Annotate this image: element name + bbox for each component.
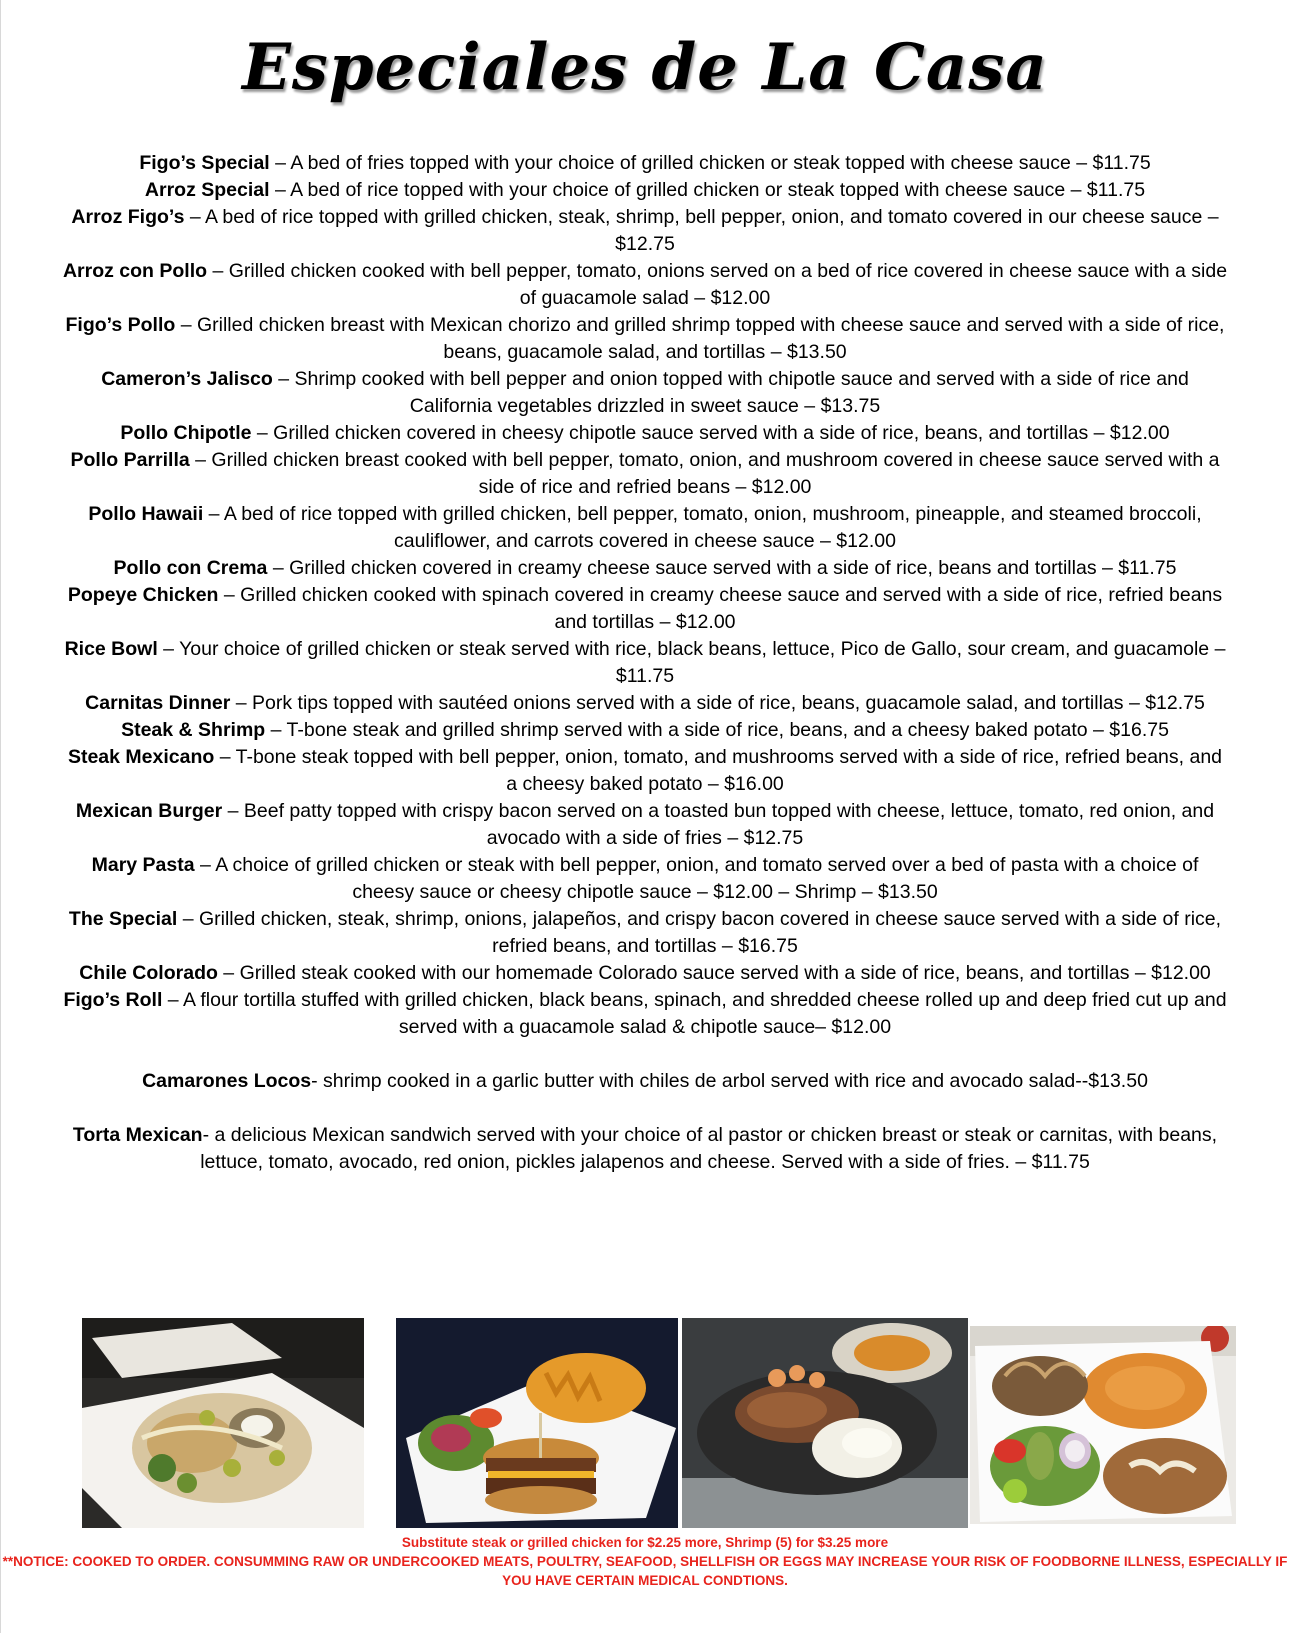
item-name: Pollo Chipotle — [120, 422, 252, 444]
item-desc: – Grilled chicken breast cooked with bell pepper, tomato, onion, and mushroom covered in cheese sauce served with a side of rice and refried beans – $12.00 — [189, 449, 1220, 498]
item-name: Cameron’s Jalisco — [101, 368, 273, 390]
item-desc: – T-bone steak and grilled shrimp served with a side of rice, beans, and a cheesy baked potato – $16.75 — [265, 719, 1169, 741]
item-desc: – Grilled chicken covered in creamy cheese sauce served with a side of rice, beans and tortillas – $11.75 — [267, 557, 1177, 579]
item-name: Figo’s Special — [139, 152, 270, 174]
item-desc: – Grilled chicken covered in cheesy chipotle sauce served with a side of rice, beans, and tortillas – $12.00 — [251, 422, 1170, 444]
menu-list — [60, 150, 1230, 1176]
food-photos — [0, 1318, 1290, 1528]
item-desc: – Pork tips topped with sautéed onions served with a side of rice, beans, guacamole salad, and tortillas – $12.75 — [230, 692, 1205, 714]
item-name: Steak Mexicano — [67, 746, 215, 768]
menu-item — [60, 582, 1230, 636]
item-name: Rice Bowl — [64, 638, 158, 660]
item-name: Chile Colorado — [79, 962, 218, 984]
item-desc: – Beef patty topped with crispy bacon served on a toasted bun topped with cheese, lettuce, tomato, red onion, and avocado with a side of fries – $12.75 — [222, 800, 1215, 849]
item-name: Figo’s Pollo — [65, 314, 176, 336]
item-name: Mary Pasta — [91, 854, 195, 876]
item-name: Arroz Figo’s — [71, 206, 185, 228]
menu-item — [60, 366, 1230, 420]
food-photo-burger — [396, 1318, 678, 1528]
menu-item — [60, 987, 1230, 1041]
menu-item — [60, 501, 1230, 555]
item-desc: – T-bone steak topped with bell pepper, onion, tomato, and mushrooms served with a side of rice, refried beans, and a cheesy baked potato – $16.00 — [214, 746, 1223, 795]
item-desc: – A bed of rice topped with your choice of grilled chicken or steak topped with cheese sauce – $11.75 — [269, 179, 1146, 201]
item-desc: – Grilled chicken cooked with spinach covered in creamy cheese sauce and served with a side of rice, refried beans and tortillas – $12.00 — [218, 584, 1223, 633]
menu-item — [60, 258, 1230, 312]
menu-item — [60, 555, 1230, 582]
food-safety-notice: **NOTICE: COOKED TO ORDER. CONSUMMING RAW OR UNDERCOOKED MEATS, POULTRY, SEAFOOD, SHELLFISH OR EGGS MAY INCREASE YOUR RISK OF FOODBORNE ILLNESS, ESPECIALLY IF YOU HAVE CERTAIN MEDICAL CONDTIONS. — [2, 1554, 1288, 1588]
notice — [0, 1533, 1290, 1590]
item-name: Popeye Chicken — [67, 584, 219, 606]
item-name: Carnitas Dinner — [85, 692, 231, 714]
menu-item — [60, 717, 1230, 744]
menu-item — [60, 420, 1230, 447]
item-desc: – A bed of rice topped with grilled chicken, bell pepper, tomato, onion, mushroom, pineapple, and steamed broccoli, cauliflower, and carrots covered in cheese sauce – $12.00 — [203, 503, 1202, 552]
item-desc: – Grilled steak cooked with our homemade Colorado sauce served with a side of rice, beans, and tortillas – $12.00 — [217, 962, 1211, 984]
menu-item — [60, 744, 1230, 798]
item-desc: – A bed of fries topped with your choice of grilled chicken or steak topped with cheese sauce – $11.75 — [269, 152, 1151, 174]
food-photo-rice-plate — [970, 1326, 1236, 1524]
item-name: Pollo con Crema — [113, 557, 268, 579]
item-desc: – Grilled chicken breast with Mexican chorizo and grilled shrimp topped with cheese sauce and served with a side of rice, beans, guacamole salad, and tortillas – $13.50 — [175, 314, 1225, 363]
item-name: Torta Mexican — [72, 1124, 203, 1146]
menu-item — [60, 447, 1230, 501]
menu-item — [60, 150, 1230, 177]
menu-item — [60, 690, 1230, 717]
item-name: Pollo Hawaii — [88, 503, 204, 525]
page-title: Especiales de La Casa — [242, 30, 1048, 105]
item-name: Pollo Parrilla — [70, 449, 190, 471]
substitution-note: Substitute steak or grilled chicken for $2.25 more, Shrimp (5) for $3.25 more — [401, 1535, 889, 1550]
menu-item — [60, 1068, 1230, 1095]
item-name: Arroz Special — [144, 179, 270, 201]
item-name: Steak & Shrimp — [121, 719, 266, 741]
menu-item — [60, 204, 1230, 258]
menu-item — [60, 312, 1230, 366]
menu-item — [60, 960, 1230, 987]
item-desc: – Shrimp cooked with bell pepper and onion topped with chipotle sauce and served with a side of rice and California vegetables drizzled in sweet sauce – $13.75 — [272, 368, 1189, 417]
menu-item — [60, 177, 1230, 204]
item-desc: - shrimp cooked in a garlic butter with chiles de arbol served with rice and avocado salad--$13.50 — [311, 1070, 1148, 1092]
item-name: The Special — [68, 908, 178, 930]
item-name: Figo’s Roll — [63, 989, 163, 1011]
item-name: Camarones Locos — [142, 1070, 312, 1092]
food-photo-steak-shrimp — [682, 1318, 968, 1528]
item-desc: – A flour tortilla stuffed with grilled chicken, black beans, spinach, and shredded cheese rolled up and deep fried cut up and served with a guacamole salad & chipotle sauce– $12.00 — [162, 989, 1227, 1038]
item-desc: – Grilled chicken, steak, shrimp, onions, jalapeños, and crispy bacon covered in cheese sauce served with a side of rice, refried beans, and tortillas – $16.75 — [177, 908, 1222, 957]
item-desc: – Your choice of grilled chicken or steak served with rice, black beans, lettuce, Pico de Gallo, sour cream, and guacamole – $11.75 — [157, 638, 1226, 687]
menu-item — [60, 636, 1230, 690]
menu-item — [60, 852, 1230, 906]
item-name: Mexican Burger — [75, 800, 223, 822]
item-name: Arroz con Pollo — [62, 260, 208, 282]
item-desc: – Grilled chicken cooked with bell pepper, tomato, onions served on a bed of rice covered in cheese sauce with a side of guacamole salad – $12.00 — [207, 260, 1228, 309]
food-photo-plate — [82, 1318, 364, 1528]
item-desc: – A choice of grilled chicken or steak with bell pepper, onion, and tomato served over a bed of pasta with a choice of cheesy sauce or cheesy chipotle sauce – $12.00 – Shrimp – $13.50 — [194, 854, 1199, 903]
menu-item — [60, 798, 1230, 852]
menu-item — [60, 906, 1230, 960]
item-desc: - a delicious Mexican sandwich served with your choice of al pastor or chicken breast or steak or carnitas, with beans, lettuce, tomato, avocado, red onion, pickles jalapenos and cheese. Served with a side of fries. – $11.75 — [200, 1124, 1218, 1173]
item-desc: – A bed of rice topped with grilled chicken, steak, shrimp, bell pepper, onion, and tomato covered in our cheese sauce – $12.75 — [184, 206, 1219, 255]
menu-item — [60, 1122, 1230, 1176]
